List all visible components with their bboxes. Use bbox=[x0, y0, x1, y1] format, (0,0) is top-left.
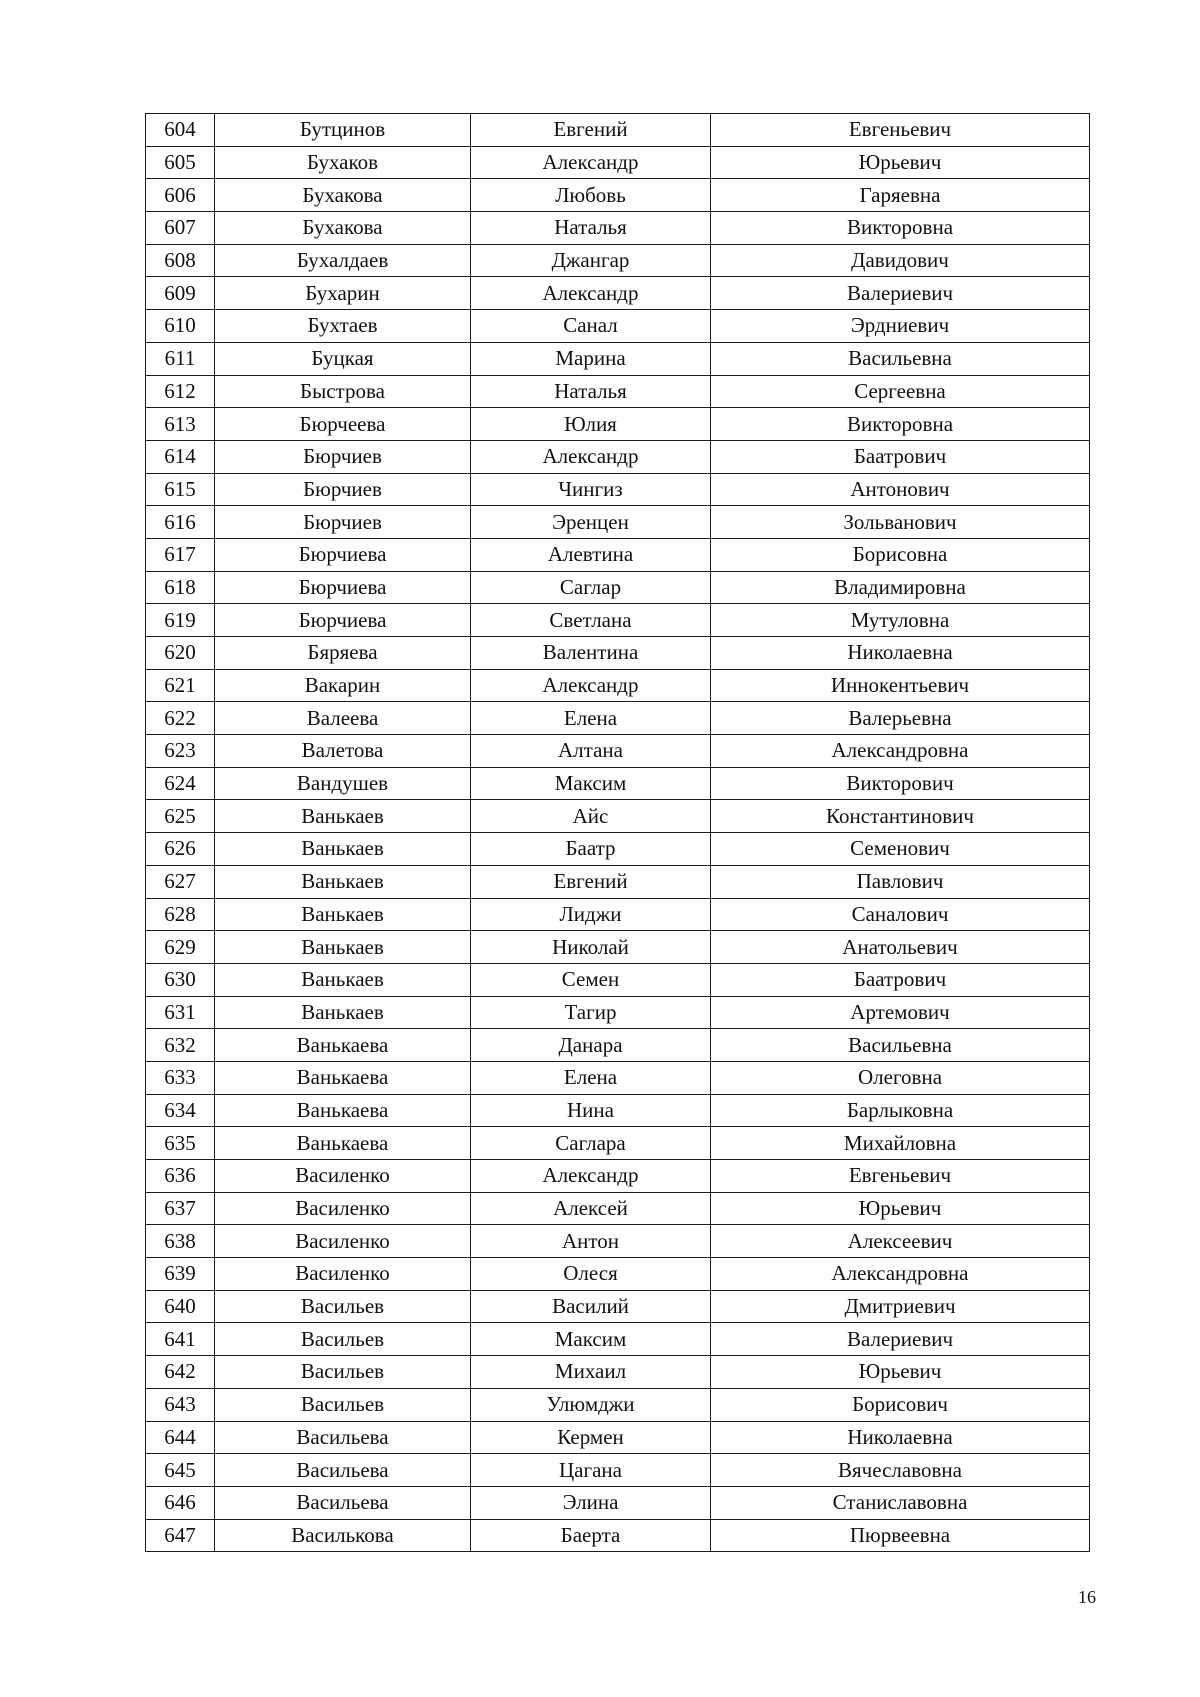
patronymic-cell: Эрдниевич bbox=[711, 310, 1090, 343]
row-number-cell: 634 bbox=[146, 1094, 215, 1127]
surname-cell: Ванькаев bbox=[215, 800, 471, 833]
table-row bbox=[146, 1061, 1090, 1094]
table-row bbox=[146, 244, 1090, 277]
patronymic-cell: Борисовна bbox=[711, 538, 1090, 571]
table-row bbox=[146, 1486, 1090, 1519]
row-number-cell: 617 bbox=[146, 538, 215, 571]
surname-cell: Вакарин bbox=[215, 669, 471, 702]
row-number-cell: 609 bbox=[146, 277, 215, 310]
row-number-cell: 623 bbox=[146, 735, 215, 768]
first-name-cell: Елена bbox=[471, 702, 711, 735]
first-name-cell: Наталья bbox=[471, 375, 711, 408]
row-number-cell: 612 bbox=[146, 375, 215, 408]
first-name-cell: Семен bbox=[471, 963, 711, 996]
table-row bbox=[146, 342, 1090, 375]
table-row bbox=[146, 1356, 1090, 1389]
surname-cell: Валетова bbox=[215, 735, 471, 768]
surname-cell: Бюрчиева bbox=[215, 571, 471, 604]
page-number: 16 bbox=[1078, 1587, 1096, 1607]
patronymic-cell: Олеговна bbox=[711, 1061, 1090, 1094]
row-number-cell: 607 bbox=[146, 212, 215, 245]
patronymic-cell: Саналович bbox=[711, 898, 1090, 931]
table-row bbox=[146, 931, 1090, 964]
surname-cell: Василенко bbox=[215, 1192, 471, 1225]
row-number-cell: 629 bbox=[146, 931, 215, 964]
first-name-cell: Александр bbox=[471, 146, 711, 179]
row-number-cell: 630 bbox=[146, 963, 215, 996]
surname-cell: Бухалдаев bbox=[215, 244, 471, 277]
table-row bbox=[146, 1225, 1090, 1258]
table-row bbox=[146, 963, 1090, 996]
table-row bbox=[146, 1029, 1090, 1062]
surname-cell: Бяряева bbox=[215, 637, 471, 670]
surname-cell: Буцкая bbox=[215, 342, 471, 375]
row-number-cell: 636 bbox=[146, 1160, 215, 1193]
first-name-cell: Максим bbox=[471, 1323, 711, 1356]
table-row bbox=[146, 277, 1090, 310]
surname-cell: Бухакова bbox=[215, 212, 471, 245]
surname-cell: Быстрова bbox=[215, 375, 471, 408]
patronymic-cell: Юрьевич bbox=[711, 1356, 1090, 1389]
surname-cell: Бухарин bbox=[215, 277, 471, 310]
row-number-cell: 618 bbox=[146, 571, 215, 604]
row-number-cell: 622 bbox=[146, 702, 215, 735]
patronymic-cell: Константинович bbox=[711, 800, 1090, 833]
patronymic-cell: Евгеньевич bbox=[711, 114, 1090, 147]
table-row bbox=[146, 1127, 1090, 1160]
patronymic-cell: Баатрович bbox=[711, 440, 1090, 473]
table-row bbox=[146, 702, 1090, 735]
patronymic-cell: Станиславовна bbox=[711, 1486, 1090, 1519]
patronymic-cell: Викторович bbox=[711, 767, 1090, 800]
patronymic-cell: Гаряевна bbox=[711, 179, 1090, 212]
patronymic-cell: Викторовна bbox=[711, 212, 1090, 245]
surname-cell: Васильев bbox=[215, 1323, 471, 1356]
first-name-cell: Александр bbox=[471, 1160, 711, 1193]
row-number-cell: 642 bbox=[146, 1356, 215, 1389]
row-number-cell: 644 bbox=[146, 1421, 215, 1454]
first-name-cell: Данара bbox=[471, 1029, 711, 1062]
surname-cell: Бюрчеева bbox=[215, 408, 471, 441]
surname-cell: Бюрчиева bbox=[215, 604, 471, 637]
patronymic-cell: Евгеньевич bbox=[711, 1160, 1090, 1193]
surname-cell: Бутцинов bbox=[215, 114, 471, 147]
first-name-cell: Баатр bbox=[471, 833, 711, 866]
surname-cell: Ванькаев bbox=[215, 833, 471, 866]
patronymic-cell: Иннокентьевич bbox=[711, 669, 1090, 702]
table-row bbox=[146, 571, 1090, 604]
patronymic-cell: Семенович bbox=[711, 833, 1090, 866]
patronymic-cell: Мутуловна bbox=[711, 604, 1090, 637]
patronymic-cell: Пюрвеевна bbox=[711, 1519, 1090, 1552]
patronymic-cell: Валериевич bbox=[711, 277, 1090, 310]
row-number-cell: 611 bbox=[146, 342, 215, 375]
patronymic-cell: Антонович bbox=[711, 473, 1090, 506]
name-list-table bbox=[145, 113, 1090, 1552]
surname-cell: Ванькаев bbox=[215, 963, 471, 996]
patronymic-cell: Алексеевич bbox=[711, 1225, 1090, 1258]
row-number-cell: 647 bbox=[146, 1519, 215, 1552]
patronymic-cell: Юрьевич bbox=[711, 146, 1090, 179]
first-name-cell: Тагир bbox=[471, 996, 711, 1029]
table-row bbox=[146, 375, 1090, 408]
first-name-cell: Максим bbox=[471, 767, 711, 800]
surname-cell: Бюрчиев bbox=[215, 473, 471, 506]
surname-cell: Вандушев bbox=[215, 767, 471, 800]
first-name-cell: Марина bbox=[471, 342, 711, 375]
table-row bbox=[146, 1519, 1090, 1552]
surname-cell: Ванькаева bbox=[215, 1061, 471, 1094]
surname-cell: Васильева bbox=[215, 1421, 471, 1454]
row-number-cell: 614 bbox=[146, 440, 215, 473]
table-row bbox=[146, 996, 1090, 1029]
row-number-cell: 627 bbox=[146, 865, 215, 898]
row-number-cell: 640 bbox=[146, 1290, 215, 1323]
table-row bbox=[146, 865, 1090, 898]
table-row bbox=[146, 1290, 1090, 1323]
patronymic-cell: Васильевна bbox=[711, 1029, 1090, 1062]
first-name-cell: Айс bbox=[471, 800, 711, 833]
patronymic-cell: Барлыковна bbox=[711, 1094, 1090, 1127]
patronymic-cell: Вячеславовна bbox=[711, 1454, 1090, 1487]
table-row bbox=[146, 1388, 1090, 1421]
table-row bbox=[146, 538, 1090, 571]
first-name-cell: Валентина bbox=[471, 637, 711, 670]
row-number-cell: 613 bbox=[146, 408, 215, 441]
row-number-cell: 641 bbox=[146, 1323, 215, 1356]
table-row bbox=[146, 1454, 1090, 1487]
patronymic-cell: Давидович bbox=[711, 244, 1090, 277]
patronymic-cell: Михайловна bbox=[711, 1127, 1090, 1160]
table-row bbox=[146, 800, 1090, 833]
surname-cell: Васильев bbox=[215, 1388, 471, 1421]
surname-cell: Ванькаев bbox=[215, 931, 471, 964]
row-number-cell: 625 bbox=[146, 800, 215, 833]
first-name-cell: Санал bbox=[471, 310, 711, 343]
patronymic-cell: Николаевна bbox=[711, 637, 1090, 670]
row-number-cell: 620 bbox=[146, 637, 215, 670]
row-number-cell: 605 bbox=[146, 146, 215, 179]
first-name-cell: Олеся bbox=[471, 1258, 711, 1291]
row-number-cell: 631 bbox=[146, 996, 215, 1029]
row-number-cell: 621 bbox=[146, 669, 215, 702]
surname-cell: Василенко bbox=[215, 1225, 471, 1258]
first-name-cell: Александр bbox=[471, 277, 711, 310]
row-number-cell: 619 bbox=[146, 604, 215, 637]
surname-cell: Бухаков bbox=[215, 146, 471, 179]
patronymic-cell: Борисович bbox=[711, 1388, 1090, 1421]
table-row bbox=[146, 735, 1090, 768]
first-name-cell: Наталья bbox=[471, 212, 711, 245]
table-row bbox=[146, 506, 1090, 539]
row-number-cell: 604 bbox=[146, 114, 215, 147]
patronymic-cell: Викторовна bbox=[711, 408, 1090, 441]
first-name-cell: Джангар bbox=[471, 244, 711, 277]
row-number-cell: 615 bbox=[146, 473, 215, 506]
row-number-cell: 624 bbox=[146, 767, 215, 800]
row-number-cell: 635 bbox=[146, 1127, 215, 1160]
first-name-cell: Александр bbox=[471, 440, 711, 473]
table-row bbox=[146, 1258, 1090, 1291]
row-number-cell: 628 bbox=[146, 898, 215, 931]
row-number-cell: 633 bbox=[146, 1061, 215, 1094]
first-name-cell: Нина bbox=[471, 1094, 711, 1127]
row-number-cell: 632 bbox=[146, 1029, 215, 1062]
table-row bbox=[146, 473, 1090, 506]
surname-cell: Василенко bbox=[215, 1160, 471, 1193]
patronymic-cell: Александровна bbox=[711, 1258, 1090, 1291]
first-name-cell: Елена bbox=[471, 1061, 711, 1094]
first-name-cell: Чингиз bbox=[471, 473, 711, 506]
surname-cell: Бухакова bbox=[215, 179, 471, 212]
surname-cell: Ванькаев bbox=[215, 865, 471, 898]
patronymic-cell: Александровна bbox=[711, 735, 1090, 768]
surname-cell: Ванькаева bbox=[215, 1094, 471, 1127]
table-row bbox=[146, 408, 1090, 441]
patronymic-cell: Павлович bbox=[711, 865, 1090, 898]
first-name-cell: Цагана bbox=[471, 1454, 711, 1487]
row-number-cell: 645 bbox=[146, 1454, 215, 1487]
surname-cell: Василькова bbox=[215, 1519, 471, 1552]
first-name-cell: Николай bbox=[471, 931, 711, 964]
table-row bbox=[146, 1094, 1090, 1127]
first-name-cell: Алтана bbox=[471, 735, 711, 768]
patronymic-cell: Николаевна bbox=[711, 1421, 1090, 1454]
surname-cell: Ванькаев bbox=[215, 996, 471, 1029]
first-name-cell: Юлия bbox=[471, 408, 711, 441]
first-name-cell: Баерта bbox=[471, 1519, 711, 1552]
first-name-cell: Кермен bbox=[471, 1421, 711, 1454]
first-name-cell: Антон bbox=[471, 1225, 711, 1258]
name-list-body bbox=[146, 114, 1090, 1552]
patronymic-cell: Сергеевна bbox=[711, 375, 1090, 408]
patronymic-cell: Валериевич bbox=[711, 1323, 1090, 1356]
row-number-cell: 610 bbox=[146, 310, 215, 343]
table-row bbox=[146, 146, 1090, 179]
table-row bbox=[146, 898, 1090, 931]
table-row bbox=[146, 440, 1090, 473]
patronymic-cell: Дмитриевич bbox=[711, 1290, 1090, 1323]
table-row bbox=[146, 310, 1090, 343]
surname-cell: Васильева bbox=[215, 1454, 471, 1487]
surname-cell: Бухтаев bbox=[215, 310, 471, 343]
first-name-cell: Александр bbox=[471, 669, 711, 702]
first-name-cell: Евгений bbox=[471, 865, 711, 898]
first-name-cell: Светлана bbox=[471, 604, 711, 637]
table-row bbox=[146, 604, 1090, 637]
first-name-cell: Эренцен bbox=[471, 506, 711, 539]
first-name-cell: Лиджи bbox=[471, 898, 711, 931]
surname-cell: Бюрчиева bbox=[215, 538, 471, 571]
first-name-cell: Михаил bbox=[471, 1356, 711, 1389]
surname-cell: Ванькаева bbox=[215, 1127, 471, 1160]
first-name-cell: Евгений bbox=[471, 114, 711, 147]
surname-cell: Василенко bbox=[215, 1258, 471, 1291]
patronymic-cell: Артемович bbox=[711, 996, 1090, 1029]
patronymic-cell: Владимировна bbox=[711, 571, 1090, 604]
patronymic-cell: Баатрович bbox=[711, 963, 1090, 996]
surname-cell: Васильев bbox=[215, 1356, 471, 1389]
first-name-cell: Любовь bbox=[471, 179, 711, 212]
surname-cell: Бюрчиев bbox=[215, 440, 471, 473]
patronymic-cell: Валерьевна bbox=[711, 702, 1090, 735]
first-name-cell: Алевтина bbox=[471, 538, 711, 571]
table-row bbox=[146, 1421, 1090, 1454]
table-row bbox=[146, 1323, 1090, 1356]
row-number-cell: 639 bbox=[146, 1258, 215, 1291]
first-name-cell: Саглар bbox=[471, 571, 711, 604]
first-name-cell: Василий bbox=[471, 1290, 711, 1323]
surname-cell: Васильев bbox=[215, 1290, 471, 1323]
first-name-cell: Саглара bbox=[471, 1127, 711, 1160]
table-row bbox=[146, 212, 1090, 245]
patronymic-cell: Анатольевич bbox=[711, 931, 1090, 964]
row-number-cell: 606 bbox=[146, 179, 215, 212]
table-row bbox=[146, 637, 1090, 670]
row-number-cell: 616 bbox=[146, 506, 215, 539]
first-name-cell: Улюмджи bbox=[471, 1388, 711, 1421]
table-row bbox=[146, 833, 1090, 866]
table-row bbox=[146, 114, 1090, 147]
row-number-cell: 643 bbox=[146, 1388, 215, 1421]
table-row bbox=[146, 1160, 1090, 1193]
surname-cell: Валеева bbox=[215, 702, 471, 735]
table-row bbox=[146, 1192, 1090, 1225]
first-name-cell: Алексей bbox=[471, 1192, 711, 1225]
row-number-cell: 608 bbox=[146, 244, 215, 277]
surname-cell: Бюрчиев bbox=[215, 506, 471, 539]
row-number-cell: 626 bbox=[146, 833, 215, 866]
surname-cell: Ванькаева bbox=[215, 1029, 471, 1062]
surname-cell: Васильева bbox=[215, 1486, 471, 1519]
surname-cell: Ванькаев bbox=[215, 898, 471, 931]
table-row bbox=[146, 669, 1090, 702]
patronymic-cell: Васильевна bbox=[711, 342, 1090, 375]
table-row bbox=[146, 179, 1090, 212]
patronymic-cell: Юрьевич bbox=[711, 1192, 1090, 1225]
row-number-cell: 637 bbox=[146, 1192, 215, 1225]
table-row bbox=[146, 767, 1090, 800]
row-number-cell: 638 bbox=[146, 1225, 215, 1258]
first-name-cell: Элина bbox=[471, 1486, 711, 1519]
row-number-cell: 646 bbox=[146, 1486, 215, 1519]
patronymic-cell: Зольванович bbox=[711, 506, 1090, 539]
